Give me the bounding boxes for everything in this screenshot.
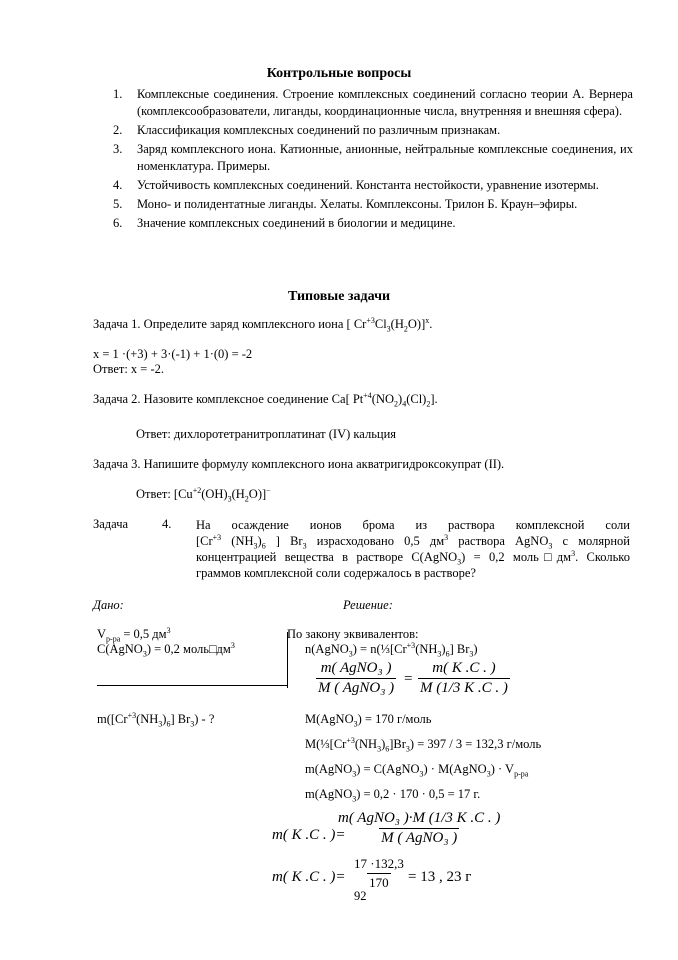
task3-statement: Задача 3. Напишите формулу комплексного иона акватригидроксокупрат (II). [93,457,505,471]
solution-n-equation: n(AgNO$_3$) = $n(\frac{1}{3}[Cr^{+3}(NH_3)_6]$ $Br_3$) [305,640,478,659]
list-item: 4. Устойчивость комплексных соединений. Константа нестойкости, уравнение изотермы. [113,178,599,192]
given-find: $m([Cr^{+3}(NH_3)_6]$ $Br_3$) - ? [97,710,215,729]
task4-statement: На осаждение ионов брома из раствора комплексной соли [$Cr^{+3}$ $(NH_3)_6$ ] $Br_3$ израсходовано 0,5 $дм^3$ раствора AgNO$_3$ с молярной концентрацией вещества в растворе C(AgNO$_3$) = 0,2 $моль□дм^3$. Сколько граммов комплексной соли содержалось в растворе? [196,518,630,580]
task2-answer: Ответ: дихлоротетранитроплатинат (IV) кальция [136,427,397,441]
given-concentration: C(AgNO$_3$) = 0,2 $моль□дм^3$ [97,640,235,659]
list-item: 1. Комплексные соединения. Строение комплексных соединений согласно теории А. Вернера (комплексообразователи, лиганды, координационные числа, внутренняя и внешняя сфера). [113,87,633,118]
mass-complex-left-2: m( K .C . )= [272,869,346,885]
fraction-complex-salt: $\frac{m( K .C . )}{M (1/3 K .C . )}$ [420,660,508,696]
task3-answer: Ответ: $[Cu^{+2}(OH)_3(H_2O)]^-$ [136,485,271,504]
list-item: 6. Значение комплексных соединений в биологии и медицине. [113,216,456,230]
task1-calculation: x = 1 ·(+3) + 3·(-1) + 1·(0) = -2 [93,347,253,361]
questions-list [113,86,633,234]
equals-sign: = [404,671,413,687]
task4-number: 4. [162,517,172,531]
solution-law: По закону эквивалентов: [287,627,419,641]
mass-agno3-formula: m(AgNO$_3$) = C(AgNO$_3$) · M(AgNO$_3$) · $V_{р-ра}$ [305,762,529,779]
molar-mass-complex: $M(\frac{1}{3}[Cr^{+3}(NH_3)_6]Br_3) = 397 / 3 = 132,3$ г/моль [305,735,542,754]
list-item: 2. Классификация комплексных соединений по различным признакам. [113,123,501,137]
task1-answer: Ответ: x = -2. [93,362,165,376]
molar-mass-agno3: M(AgNO$_3$) = 170 г/моль [305,712,432,729]
final-result: = 13 , 23 г [408,869,472,885]
typical-tasks-heading: Типовые задачи [287,289,391,304]
mass-complex-left: m( K .C . )= [272,827,346,843]
page-number: 92 [354,889,367,903]
task1-statement: Задача 1. Определите заряд комплексного иона [ $Cr^{+3}Cl_3(H_2O)]^x$. [93,315,433,334]
task4-label: Задача [93,517,129,531]
task2-statement: Задача 2. Назовите комплексное соединение Ca[ $Pt^{+4}(NO_2)_4(Cl)_2$]. [93,390,438,409]
list-item: 5. Моно- и полидентатные лиганды. Хелаты. Комплексоны. Трилон Б. Краун–эфиры. [113,197,578,211]
given-divider [97,685,287,686]
fraction-agno3: m( AgNO₃ ) M ( AgNO₃ ) [318,660,395,696]
control-questions-heading: Контрольные вопросы [266,66,412,81]
fraction-numeric: $\frac{17 \cdot 132,3}{170}$ [354,856,404,890]
mass-agno3-value: m(AgNO$_3$) = 0,2 · 170 · 0,5 = 17 г. [305,787,481,804]
given-heading: Дано: [93,598,124,612]
list-item: 3. Заряд комплексного иона. Катионные, анионные, нейтральные комплексные соединения, их номенклатура. Примеры. [113,142,633,173]
solution-heading: Решение: [343,598,393,612]
given-volume: $V_{р-ра} = 0,5$ $дм^3$ [97,625,171,644]
fraction-mass-complex: m( AgNO₃ )·M (1/3 K .C . ) M ( AgNO₃ ) [338,810,501,846]
